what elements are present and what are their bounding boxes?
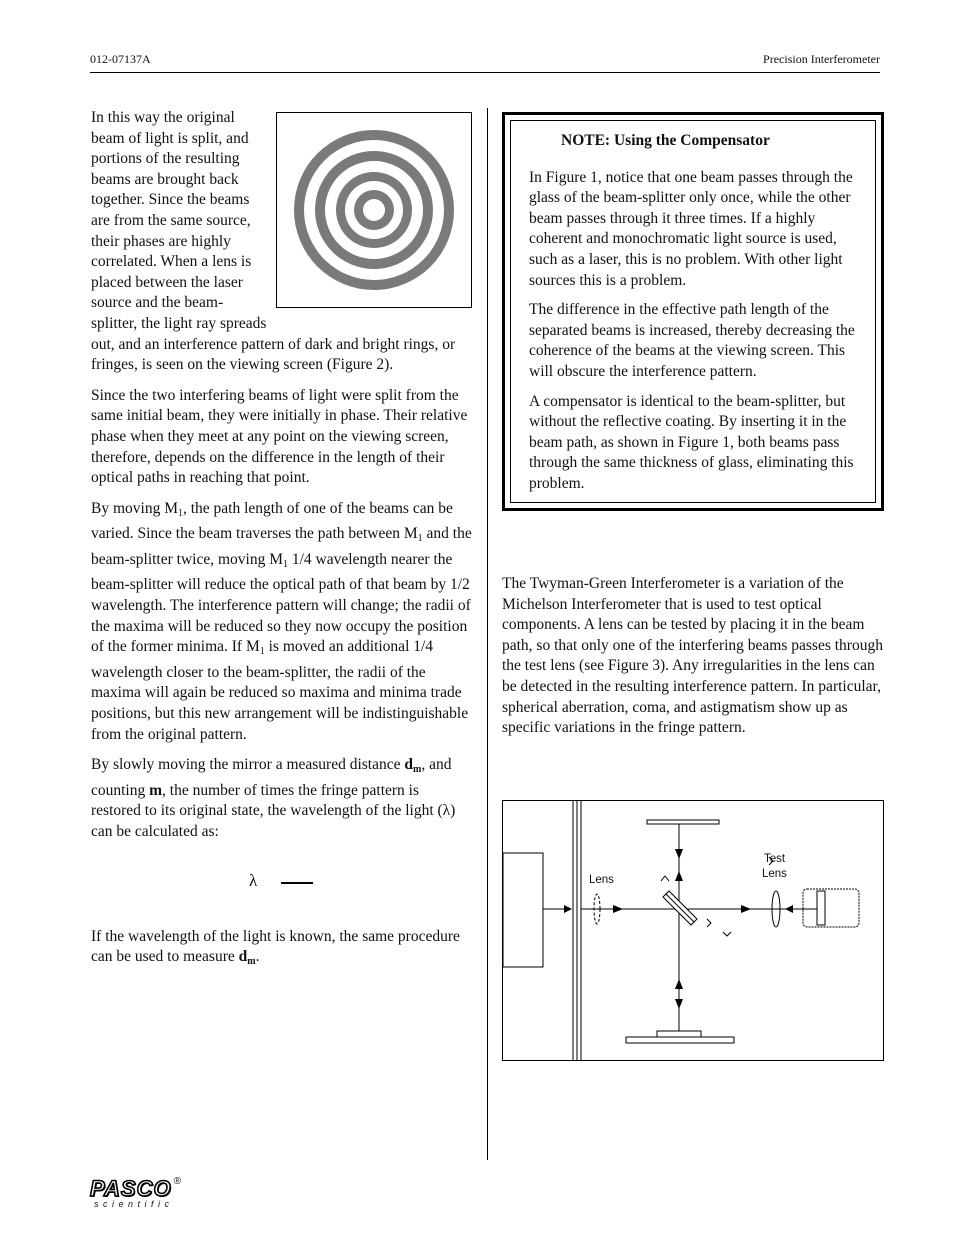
note-paragraph-1: In Figure 1, notice that one beam passes through the glass of the beam-splitter only once, while the other beam passes through it three times. If a highly coherent and monochromatic light source is used, such as a laser, this is no problem. With other light sources this is a problem. [529,168,853,289]
label-test-lens-2: Lens [762,868,787,880]
paragraph-beam-split: In this way the original beam of light is split, and portions of the resulting beams are brought back together. Since the beams are from the same source, their phases are highly correlated. When a lens is placed between the laser source and the beam-splitter, the light ray spreads out, and an interference pattern of dark and bright rings, or fringes, is seen on the viewing screen (Figure 2). [91,109,456,374]
paragraph-moving-m1: By moving $M_1$, the path length of one of the beams can be varied. Since the beam traverses the path between $M_1$ and the beam-splitter twice, moving $M_1$ 1/4 wavelength nearer the beam-splitter will reduce the optical path of that beam by 1/2 wavelength. The interference pattern will change; the radii of the maxima will be reduced so they now occupy the position of the former minima. If $M_1$ is moved an additional 1/4 wavelength closer to the beam-splitter, the radii of the maxima will again be reduced so maxima and minima trade positions, but this new arrangement will be indistinguishable from the original pattern. [91,499,472,743]
note-paragraph-3: A compensator is identical to the beam-splitter, but without the reflective coating. By inserting it in the beam path, as shown in Figure 1, both beams pass through the same thickness of glass, eliminating this problem. [529,392,854,492]
left-column [91,108,472,983]
note-paragraph-2: The difference in the effective path length of the separated beams is increased, thereby decreasing the coherence of the beams at the viewing screen. This will obscure the interference pattern. [529,301,855,380]
fraction-bar [281,882,313,884]
mirror-bottom-mount [657,1031,701,1037]
note-title: NOTE: Using the Compensator [561,132,770,149]
laser-source [803,889,859,927]
figure-3-twyman-green-diagram [502,800,884,1061]
twyman-green-svg [503,801,883,1060]
label-test-lens-1: Test [764,853,786,865]
paragraph-known-wavelength: If the wavelength of the light is known, the same procedure can be used to measure $d_m$. [91,927,460,968]
paragraph-measure-distance: By slowly moving the mirror a measured distance $d_m$, and counting m, the number of times the fringe pattern is restored to its original state, the wavelength of the light (λ) can be calculated as: [91,756,456,840]
mirror-top [647,820,719,824]
registered-mark: ® [173,1176,181,1187]
lambda-symbol: λ [249,870,258,890]
figure-2-fringe-rings [276,112,472,308]
beam-splitter [663,891,697,925]
pasco-tagline: scientific [94,1199,174,1209]
fringe-rings-graphic [289,125,459,295]
paragraph-relative-phase: Since the two interfering beams of light were split from the same initial beam, they were initially in phase. Their relative phase when they meet at any point on the viewing screen, therefore, depends on the difference in the length of their optical paths in reaching that point. [91,386,468,487]
pasco-logo [90,1176,181,1209]
twyman-green-paragraph: The Twyman-Green Interferometer is a variation of the Michelson Interferometer that is used to test optical components. A lens can be tested by placing it in the beam path, so that only one of the interfering beams passes through the test lens (see Figure 3). Any irregularities in the lens can be detected in the resulting interference pattern. In particular, spherical aberration, coma, and astigmatism show up as specific variations in the fringe pattern. [502,575,883,737]
viewing-screen [503,801,581,1060]
column-divider [487,108,488,1160]
header-doc-number: 012-07137A [90,52,151,66]
mirror-bottom [626,1037,734,1043]
note-box-compensator [502,112,884,511]
label-lens: Lens [589,874,614,886]
twyman-green-section [502,574,884,739]
header-title: Precision Interferometer [763,52,880,66]
wavelength-equation [91,853,472,913]
pasco-brand: PASCO [90,1176,172,1201]
header-rule [90,72,880,73]
